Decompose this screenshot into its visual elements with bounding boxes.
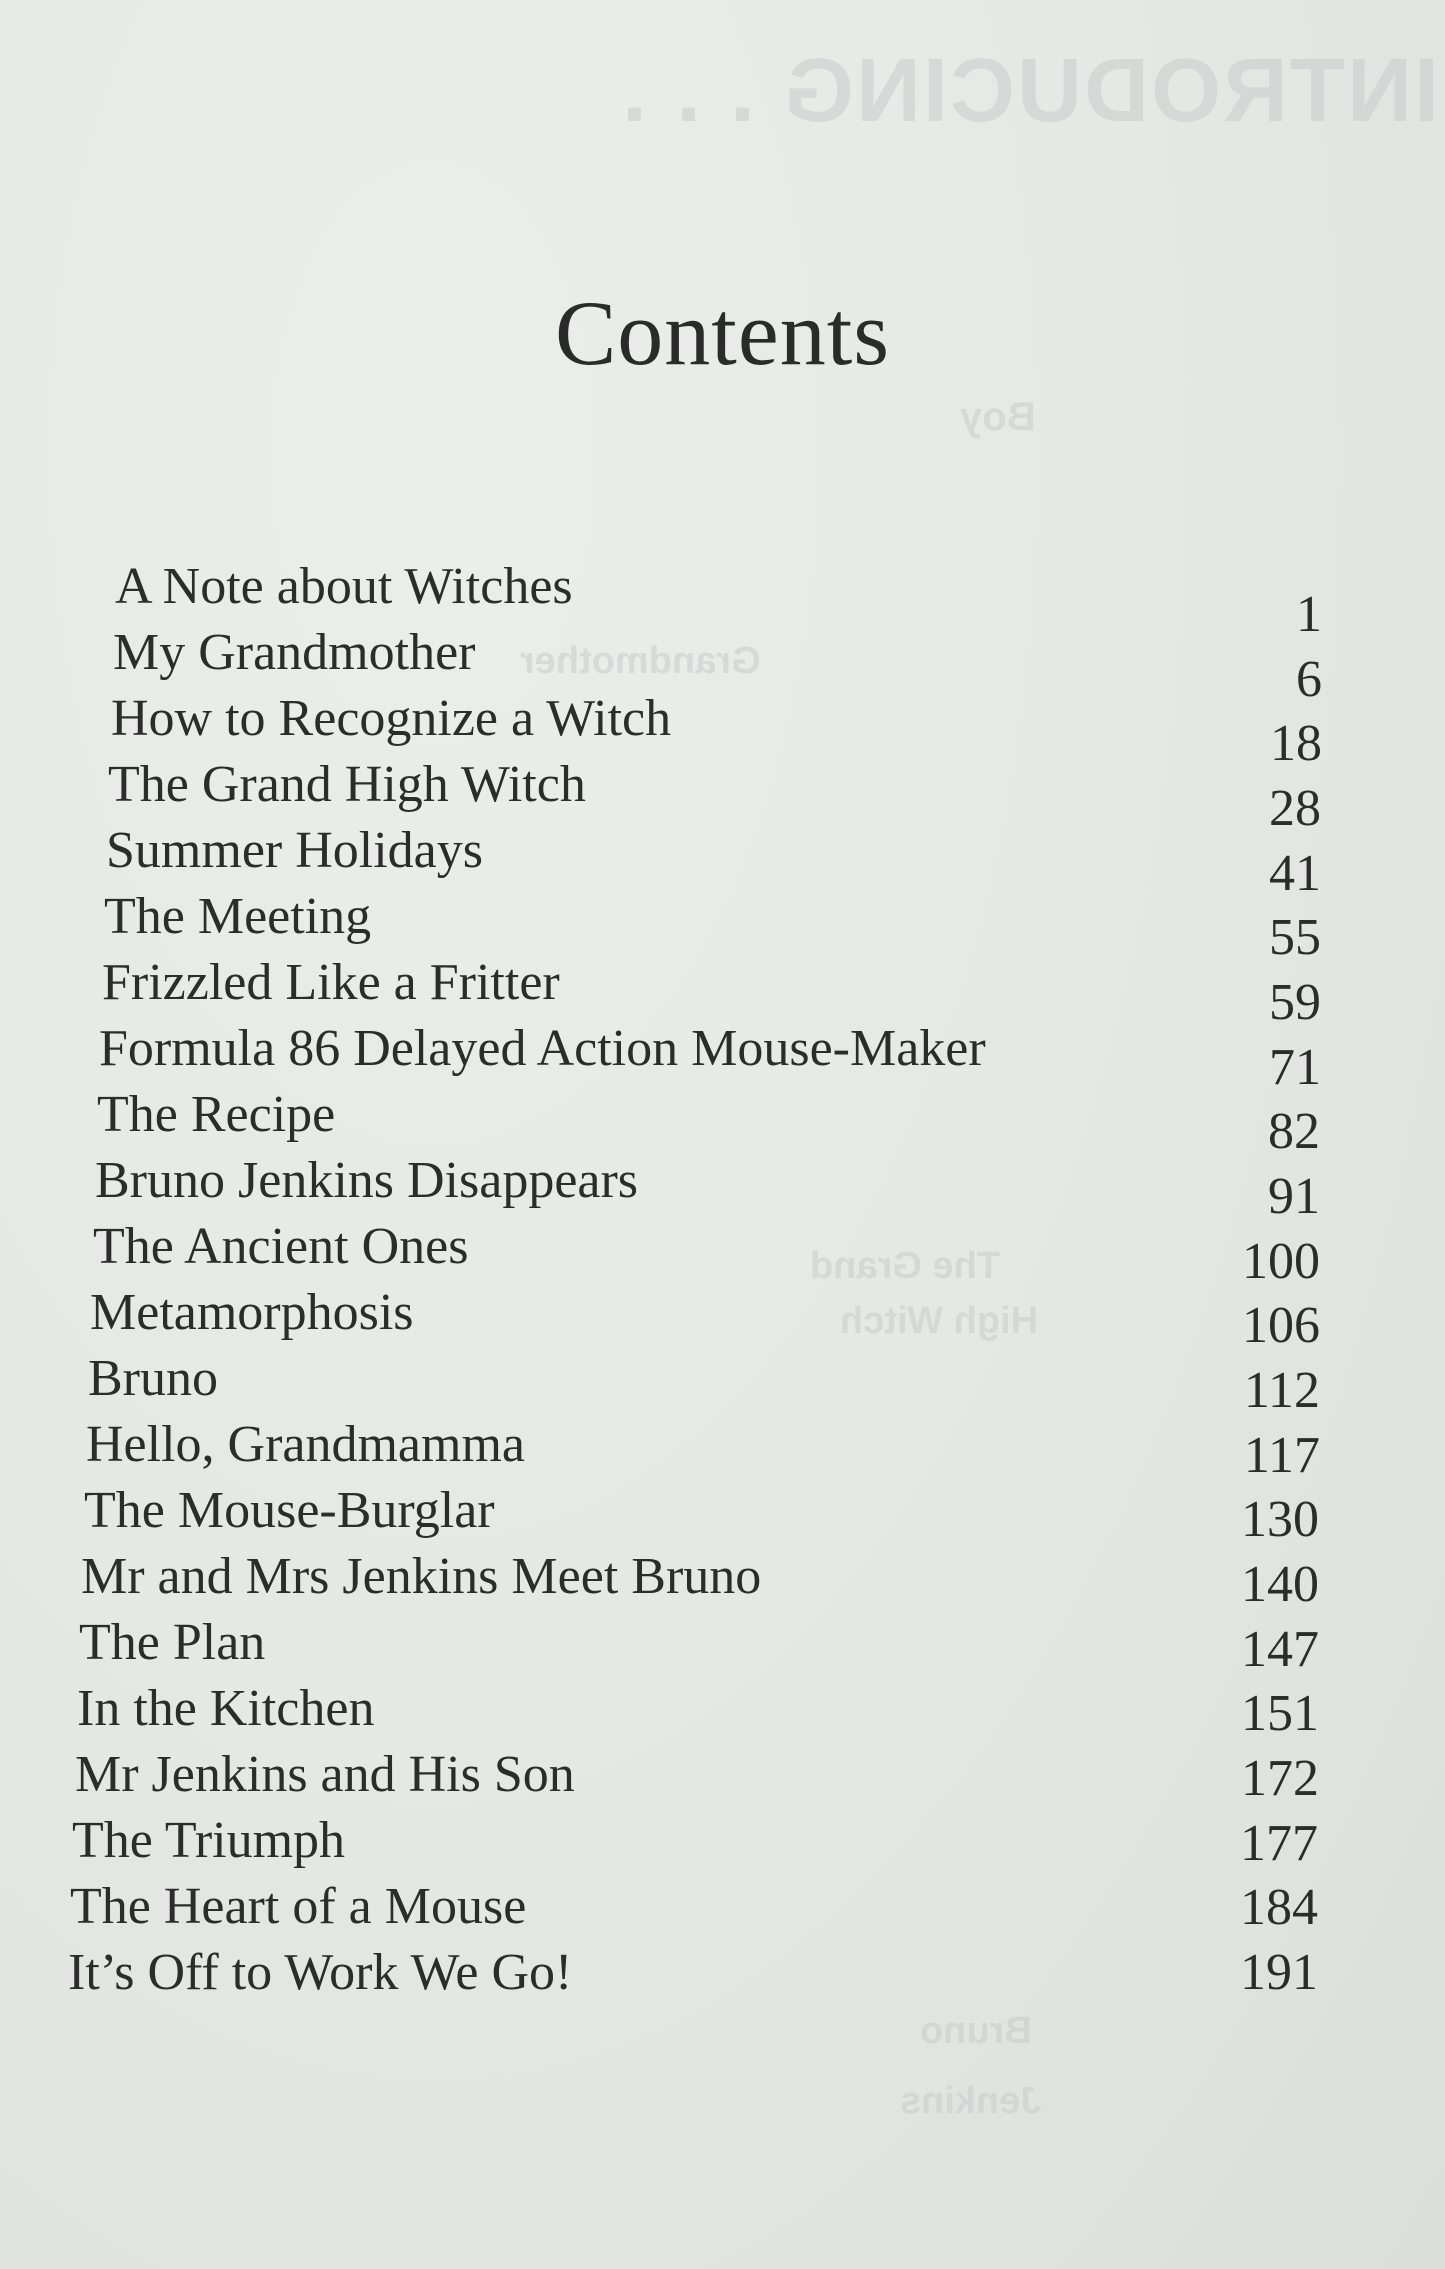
toc-entry bbox=[0, 1149, 1445, 1225]
page-title: Contents bbox=[554, 282, 891, 384]
bleed-through-heading: INTRODUCING . . . bbox=[620, 41, 1439, 141]
toc-entry bbox=[0, 555, 1445, 643]
toc-entry-page-number: 191 bbox=[1240, 1944, 1318, 2001]
toc-entry-title: Mr and Mrs Jenkins Meet Bruno bbox=[81, 1548, 762, 1605]
toc-entry-page-number: 55 bbox=[1269, 909, 1321, 966]
toc-entry-title: Bruno bbox=[88, 1350, 218, 1407]
toc-entry-page-number: 91 bbox=[1268, 1168, 1320, 1225]
toc-entry bbox=[0, 1479, 1445, 1548]
toc-entry-page-number: 71 bbox=[1269, 1039, 1321, 1096]
toc-entry-title: The Ancient Ones bbox=[93, 1218, 469, 1275]
toc-entry bbox=[0, 1677, 1445, 1741]
toc-entry-page-number: 59 bbox=[1269, 974, 1321, 1031]
toc-entry-title: The Grand High Witch bbox=[108, 756, 586, 813]
toc-entry-page-number: 18 bbox=[1270, 715, 1322, 772]
toc-entry-title: The Meeting bbox=[104, 888, 372, 945]
toc-entry-page-number: 1 bbox=[1296, 586, 1322, 643]
toc-entry bbox=[0, 1413, 1445, 1484]
toc-entry-page-number: 100 bbox=[1242, 1233, 1320, 1290]
toc-entry-title: The Recipe bbox=[97, 1086, 336, 1143]
toc-entry-title: The Plan bbox=[79, 1614, 266, 1671]
toc-entry bbox=[0, 1941, 1445, 2005]
bleed-through-label: Boy bbox=[960, 395, 1036, 439]
toc-entry bbox=[0, 1215, 1445, 1290]
toc-entry-title: Formula 86 Delayed Action Mouse-Maker bbox=[99, 1020, 986, 1077]
toc-entry-page-number: 184 bbox=[1240, 1879, 1318, 1936]
bleed-through-label: Grandmother bbox=[520, 640, 761, 682]
toc-entry-page-number: 28 bbox=[1269, 780, 1321, 837]
toc-entry-page-number: 117 bbox=[1243, 1427, 1320, 1484]
bleed-through-label: Jenkins bbox=[900, 2080, 1042, 2122]
toc-entry-title: The Mouse-Burglar bbox=[84, 1482, 495, 1539]
bleed-through-label: The Grand bbox=[810, 1245, 1001, 1287]
toc-entry bbox=[0, 1017, 1445, 1096]
toc-entry-page-number: 147 bbox=[1241, 1621, 1319, 1678]
toc-entry-title: Metamorphosis bbox=[90, 1284, 414, 1341]
toc-entry-page-number: 140 bbox=[1241, 1556, 1319, 1613]
toc-entry-page-number: 172 bbox=[1241, 1750, 1319, 1807]
toc-entry-page-number: 130 bbox=[1241, 1491, 1319, 1548]
toc-entry bbox=[0, 621, 1445, 708]
toc-entry-title: Hello, Grandmamma bbox=[86, 1416, 525, 1473]
toc-entry bbox=[0, 885, 1445, 966]
toc-entry bbox=[0, 1281, 1445, 1354]
toc-entry-page-number: 106 bbox=[1242, 1297, 1320, 1354]
toc-entry bbox=[0, 1743, 1445, 1807]
toc-entry bbox=[0, 1611, 1445, 1678]
toc-entry-page-number: 6 bbox=[1296, 651, 1322, 708]
toc-entry-title: How to Recognize a Witch bbox=[111, 690, 672, 747]
toc-entry bbox=[0, 1545, 1445, 1613]
toc-entry bbox=[0, 1875, 1445, 1939]
toc-entry-title: Summer Holidays bbox=[106, 822, 483, 879]
toc-entry-title: Bruno Jenkins Disappears bbox=[95, 1152, 639, 1209]
toc-entry bbox=[0, 687, 1445, 772]
toc-entry-title: In the Kitchen bbox=[77, 1680, 375, 1737]
toc-entry bbox=[0, 753, 1445, 837]
toc-entry bbox=[0, 1809, 1445, 1873]
toc-entry-title: The Triumph bbox=[72, 1812, 346, 1869]
toc-entry-title: The Heart of a Mouse bbox=[70, 1878, 527, 1935]
bleed-through-label: Bruno bbox=[920, 2010, 1032, 2052]
toc-entry bbox=[0, 1347, 1445, 1419]
toc-entry-page-number: 177 bbox=[1240, 1815, 1318, 1872]
toc-entry bbox=[0, 819, 1445, 902]
table-of-contents bbox=[0, 555, 1445, 2075]
toc-entry-title: Mr Jenkins and His Son bbox=[75, 1746, 575, 1803]
toc-entry-title: It’s Off to Work We Go! bbox=[68, 1944, 573, 2001]
toc-entry-page-number: 41 bbox=[1269, 845, 1321, 902]
toc-entry-page-number: 151 bbox=[1241, 1685, 1319, 1742]
toc-entry-title: A Note about Witches bbox=[115, 558, 573, 615]
toc-entry-title: Frizzled Like a Fritter bbox=[102, 954, 560, 1011]
toc-entry-page-number: 82 bbox=[1268, 1103, 1320, 1160]
bleed-through-label: High Witch bbox=[840, 1300, 1039, 1342]
toc-entry bbox=[0, 951, 1445, 1031]
toc-entry-page-number: 112 bbox=[1243, 1362, 1320, 1419]
toc-entry bbox=[0, 1083, 1445, 1160]
toc-entry-title: My Grandmother bbox=[113, 624, 476, 681]
